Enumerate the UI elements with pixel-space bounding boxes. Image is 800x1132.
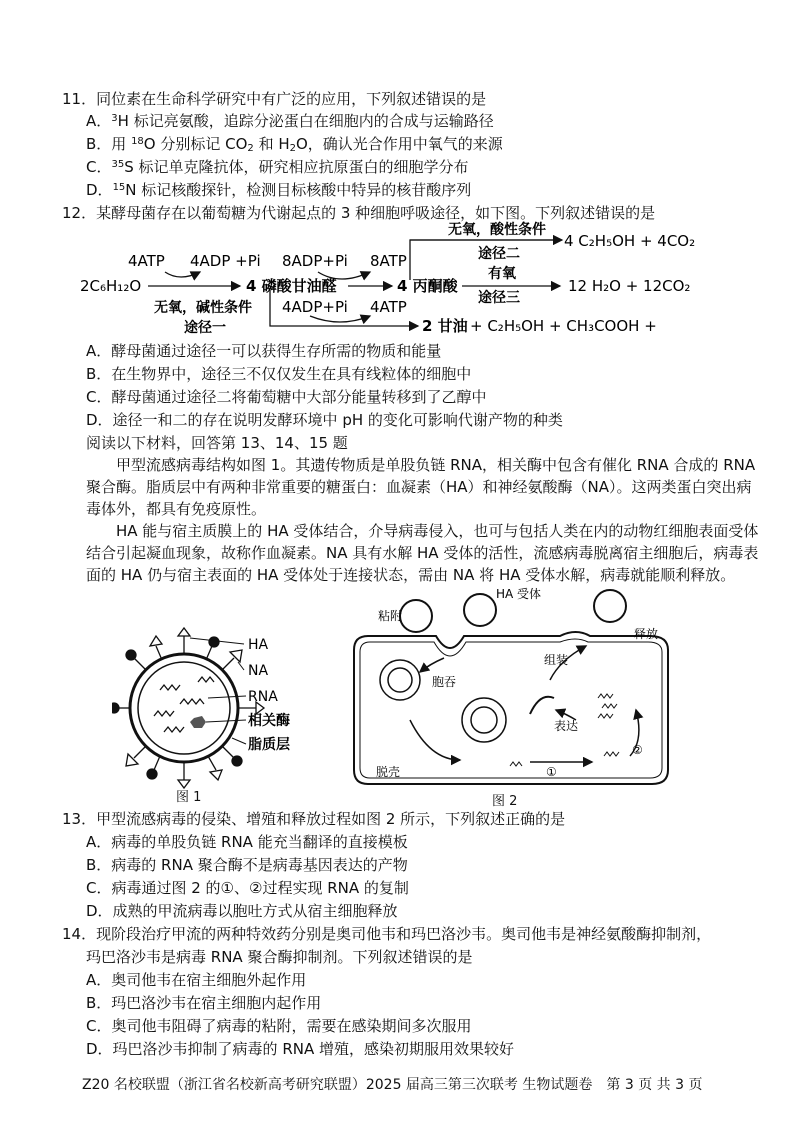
fig2-label-step2: ② — [632, 743, 643, 757]
q13-option-c: C．病毒通过图 2 的①、②过程实现 RNA 的复制 — [86, 879, 409, 897]
enzyme-shape — [190, 716, 206, 728]
atp-label-2: 8ATP — [370, 252, 407, 270]
lipid-layer-outer — [130, 654, 238, 762]
atp-use-arrow — [165, 272, 200, 277]
product-3: 12 H₂O + 12CO₂ — [568, 277, 691, 295]
virus-entering — [464, 594, 496, 626]
fig2-label-receptor: HA 受体 — [496, 587, 542, 601]
lipid-layer-inner — [138, 662, 230, 754]
adp-label-3: 4ADP+Pi — [282, 298, 348, 316]
fig2-label-release: 释放 — [634, 627, 659, 641]
path-3-label: 途径三 — [478, 290, 520, 306]
endosome-2 — [462, 698, 506, 742]
fig2-label-step1: ① — [546, 765, 557, 779]
figure-2-virus-lifecycle — [340, 580, 690, 790]
q14-stem-line-1: 14．现阶段治疗甲流的两种特效药分别是奥司他韦和玛巴洛沙韦。奥司他韦是神经氨酸酶抑制剂， — [62, 925, 712, 943]
q11-option-a: A．$^3$H 标记亮氨酸，追踪分泌蛋白在细胞内的合成与运输路径 — [86, 112, 494, 130]
path-1-label: 途径一 — [184, 320, 226, 336]
q12-stem: 12．某酵母菌存在以葡萄糖为代谢起点的 3 种细胞呼吸途径，如下图。下列叙述错误的是 — [62, 204, 656, 222]
engulf-arrow — [420, 658, 444, 672]
virus-released — [594, 590, 626, 622]
respiration-pathway-diagram — [70, 220, 750, 340]
q14-option-c: C．奥司他韦阻碍了病毒的粘附，需要在感染期间多次服用 — [86, 1017, 472, 1035]
budding-membrane — [530, 697, 554, 714]
fig2-label-attach: 粘附 — [378, 609, 403, 623]
surface-proteins — [112, 628, 264, 788]
q12-option-c: C．酵母菌通过途径二将葡萄糖中大部分能量转移到了乙醇中 — [86, 388, 487, 406]
atp-gen-arrow-3 — [310, 316, 370, 322]
condition-2: 无氧，酸性条件 — [448, 222, 546, 238]
fig2-label-uncoat: 脱壳 — [376, 765, 401, 779]
virus-attached — [400, 600, 432, 632]
q14-stem-line-2: 玛巴洛沙韦是病毒 RNA 聚合酶抑制剂。下列叙述错误的是 — [86, 948, 473, 966]
path-2-label: 途径二 — [478, 246, 520, 262]
q14-option-a: A．奥司他韦在宿主细胞外起作用 — [86, 971, 307, 989]
g3p-label: 4 磷酸甘油醛 — [246, 277, 337, 295]
reading-intro: 阅读以下材料，回答第 13、14、15 题 — [86, 434, 348, 452]
adp-label-2: 8ADP+Pi — [282, 252, 348, 270]
fig1-label-ha: HA — [248, 637, 269, 653]
q12-option-d: D．途径一和二的存在说明发酵环境中 pH 的变化可影响代谢产物的种类 — [86, 411, 563, 429]
q14-option-b: B．玛巴洛沙韦在宿主细胞内起作用 — [86, 994, 322, 1012]
fig2-label-assemble: 组装 — [544, 653, 569, 667]
fig1-label-rna: RNA — [248, 689, 278, 705]
glucose-label: 2C₆H₁₂O — [80, 277, 142, 295]
figure-1-caption: 图 1 — [176, 790, 202, 805]
condition-3: 有氧 — [488, 266, 516, 282]
q13-option-d: D．成熟的甲流病毒以胞吐方式从宿主细胞释放 — [86, 902, 398, 920]
fig2-label-express: 表达 — [554, 719, 579, 733]
fig1-label-na: NA — [248, 663, 269, 679]
q11-option-c: C．$^{35}$S 标记单克隆抗体，研究相应抗原蛋白的细胞学分布 — [86, 158, 469, 176]
figure-2-caption: 图 2 — [492, 794, 518, 809]
uncoat-arrow — [410, 720, 460, 760]
product-2: 4 C₂H₅OH + 4CO₂ — [564, 232, 696, 250]
q11-stem: 11．同位素在生命科学研究中有广泛的应用，下列叙述错误的是 — [62, 90, 487, 108]
pyruvate-label: 4 丙酮酸 — [397, 277, 458, 295]
product-1a: 2 甘油 — [422, 317, 468, 335]
q13-option-b: B．病毒的 RNA 聚合酶不是病毒基因表达的产物 — [86, 856, 408, 874]
endosome-1 — [380, 660, 420, 700]
figure-1-virus-structure — [112, 620, 322, 805]
atp-label-3: 4ATP — [370, 298, 407, 316]
q12-option-a: A．酵母菌通过途径一可以获得生存所需的物质和能量 — [86, 342, 442, 360]
q13-option-a: A．病毒的单股负链 RNA 能充当翻译的直接模板 — [86, 833, 408, 851]
page-footer: Z20 名校联盟（浙江省名校新高考研究联盟）2025 届高三第三次联考 生物试题卷 第 3 页 共 3 页 — [82, 1077, 703, 1093]
fig1-label-enzyme: 相关酶 — [248, 713, 290, 729]
product-1b: + C₂H₅OH + CH₃COOH + — [470, 317, 657, 335]
adp-label-1: 4ADP +Pi — [190, 252, 261, 270]
host-cell-membrane — [354, 632, 668, 784]
q11-option-b: B．用 $^{18}$O 分别标记 $CO_2$ 和 $H_2O$，确认光合作用中氧气的来源 — [86, 135, 503, 154]
q11-option-d: D．$^{15}$N 标记核酸探针，检测目标核酸中特异的核苷酸序列 — [86, 181, 472, 199]
fig1-label-lipid: 脂质层 — [248, 737, 290, 753]
host-cell-inner — [360, 639, 662, 778]
fig2-label-engulf: 胞吞 — [432, 675, 457, 689]
q12-option-b: B．在生物界中，途径三不仅仅发生在具有线粒体的细胞中 — [86, 365, 472, 383]
atp-label-1: 4ATP — [128, 252, 165, 270]
reading-paragraph-1: 甲型流感病毒结构如图 1。其遗传物质是单股负链 RNA，相关酶中包含有催化 RNA 合成的 RNA 聚合酶。脂质层中有两种非常重要的糖蛋白：血凝素（HA）和神经氨酸酶（NA）。这两类蛋白突出病毒体外，都具有免疫原性。 — [86, 456, 756, 518]
q14-option-d: D．玛巴洛沙韦抑制了病毒的 RNA 增殖，感染初期服用效果较好 — [86, 1040, 514, 1058]
rna-strands — [154, 677, 214, 732]
q13-stem: 13．甲型流感病毒的侵染、增殖和释放过程如图 2 所示，下列叙述正确的是 — [62, 810, 566, 828]
condition-1: 无氧，碱性条件 — [154, 300, 252, 316]
reading-paragraph-2: HA 能与宿主质膜上的 HA 受体结合，介导病毒侵入，也可与包括人类在内的动物红细胞表面受体结合引起凝血现象，故称作血凝素。NA 具有水解 HA 受体的活性，流感病毒脱离宿主细胞后，病毒表面的 HA 仍与宿主表面的 HA 受体处于连接状态，需由 NA 将 HA 受体水解，病毒就能顺利释放。 — [86, 522, 759, 584]
